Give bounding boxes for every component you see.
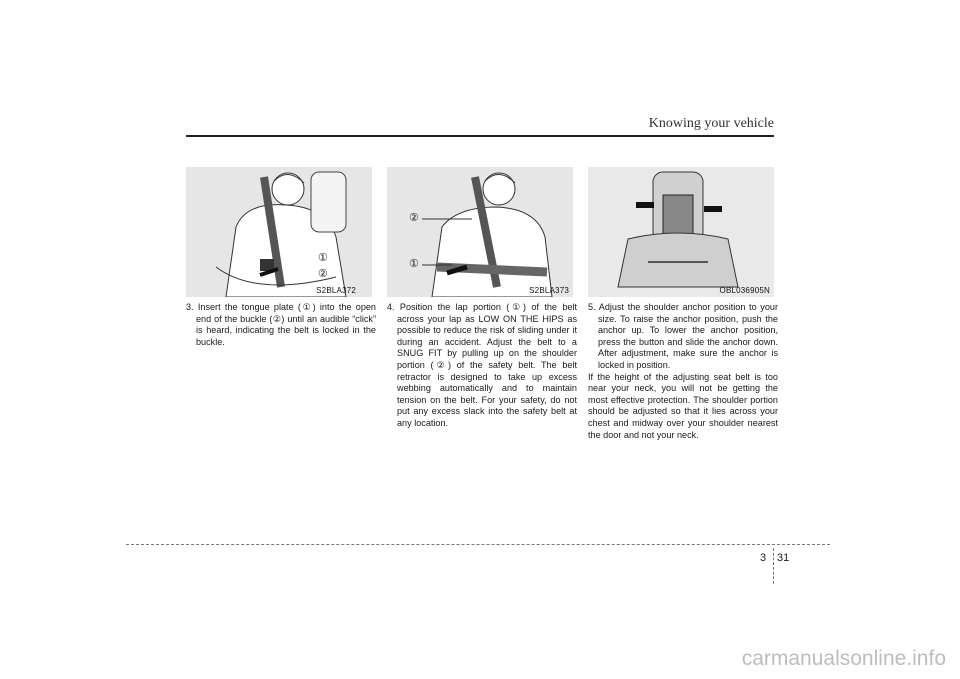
callout-1: ① [318,252,328,264]
section-title: Knowing your vehicle [648,116,774,131]
buckle-illustration [186,167,372,297]
step-4: 4. Position the lap portion (①) of the belt across your lap as LOW ON THE HIPS as possible to reduce the risk of sliding under it during an accident. Adjust the belt to a SNUG FIT by pulling up on the shoulder portion (②) of the safety belt. The belt retractor is designed to take up excess webbing automatically and to maintain tension on the belt. For your safety, do not put any excess slack into the safety belt at any location. [387,302,577,428]
step-5: 5. Adjust the shoulder anchor position to your size. To raise the anchor position, push the anchor up. To lower the anchor position, press the button and slide the anchor down. After adjustment, make sure the anchor is locked in position. [588,302,778,370]
figure-lap-position [387,167,573,297]
watermark: carmanualsonline.info [741,647,946,670]
column-left [186,302,376,348]
figure-code: OBL036905N [719,286,770,295]
figure-buckle-insert [186,167,372,297]
lap-belt-illustration [387,167,573,297]
header-rule [186,135,774,137]
callout-2: ② [409,212,419,224]
callout-2: ② [318,268,328,280]
footer-rule [126,544,830,545]
chapter-number: 3 [760,552,767,564]
callout-1: ① [409,258,419,270]
figure-code: S2BLA373 [529,286,569,295]
column-middle [387,302,577,430]
step-3: 3. Insert the tongue plate (①) into the open end of the buckle (②) until an audible “click” is heard, indicating the belt is locked in the buckle. [186,302,376,347]
page-number: 31 [777,552,790,564]
figure-shoulder-anchor [588,167,774,297]
note-paragraph: If the height of the adjusting seat belt is too near your neck, you will not be getting the most effective protection. The shoulder portion should be adjusted so that it lies across your chest and midway over your shoulder nearest the door and not your neck. [588,371,778,440]
column-right [588,302,778,441]
anchor-illustration [588,167,774,297]
footer-divider [773,548,774,584]
figure-code: S2BLA372 [316,286,356,295]
